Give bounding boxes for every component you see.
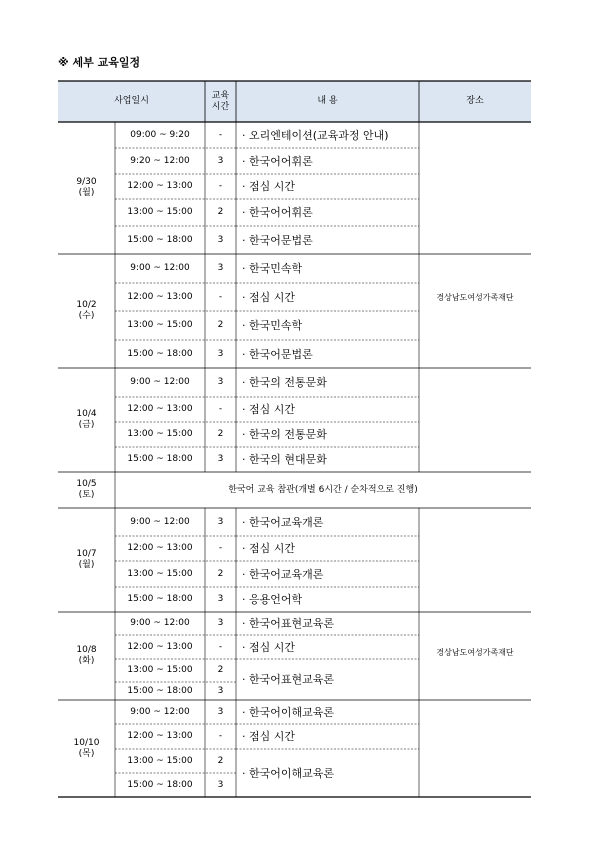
hours-cell: 3	[217, 263, 224, 273]
content-cell: · 한국민속학	[242, 319, 303, 332]
hours-cell: -	[218, 731, 223, 741]
hours-cell: 2	[217, 568, 224, 579]
time-cell: 9:00 ~ 12:00	[130, 618, 190, 628]
day-date-cell: 10/7 (월)	[76, 549, 97, 570]
content-cell: · 한국어어휘론	[242, 206, 313, 219]
hours-cell: 3	[217, 618, 224, 628]
content-cell: · 점심 시간	[242, 542, 295, 555]
time-cell: 13:00 ~ 15:00	[127, 320, 193, 330]
content-cell: · 한국어문법론	[242, 347, 313, 361]
day-date-cell: 10/4 (금)	[76, 409, 97, 430]
time-cell: 13:00 ~ 15:00	[127, 568, 193, 579]
content-cell: · 오리엔테이션(교육과정 안내)	[242, 128, 389, 142]
hours-cell: 3	[217, 454, 224, 464]
time-cell: 09:00 ~ 9:20	[130, 129, 190, 140]
time-cell: 15:00 ~ 18:00	[127, 348, 193, 359]
time-cell: 9:00 ~ 12:00	[130, 516, 190, 527]
day-date-cell: 10/2 (수)	[76, 300, 97, 321]
day-banner-cell: 한국어 교육 참관(개별 6시간 / 순차적으로 진행)	[228, 484, 418, 495]
hours-cell: -	[218, 543, 223, 553]
place-cell: 경상남도여성가족재단	[436, 648, 514, 657]
hours-cell: -	[218, 291, 223, 302]
hours-cell: -	[218, 641, 223, 652]
hours-cell: 3	[217, 706, 224, 717]
content-cell: · 한국어교육개론	[242, 567, 324, 581]
content-cell: · 한국민속학	[242, 262, 303, 275]
time-cell: 13:00 ~ 15:00	[127, 755, 193, 766]
time-cell: 9:00 ~ 12:00	[130, 263, 190, 273]
time-cell: 13:00 ~ 15:00	[127, 207, 193, 217]
content-cell: · 한국어이해교육론	[242, 705, 335, 719]
content-cell: · 점심 시간	[242, 403, 295, 416]
time-cell: 15:00 ~ 18:00	[127, 594, 193, 604]
content-cell: · 점심 시간	[242, 180, 295, 193]
hours-cell: 2	[217, 207, 224, 217]
hours-cell: 3	[217, 155, 224, 166]
hours-cell: 3	[217, 377, 224, 387]
time-cell: 12:00 ~ 13:00	[127, 641, 193, 652]
hours-cell: 3	[217, 685, 224, 696]
time-cell: 12:00 ~ 13:00	[127, 731, 193, 741]
day-date-cell: 10/5 (토)	[76, 479, 97, 500]
hours-cell: 2	[217, 320, 224, 330]
hours-cell: 3	[217, 779, 224, 790]
content-cell: · 점심 시간	[242, 290, 295, 304]
header-date: 사업일시	[114, 96, 149, 106]
day-date-cell: 9/30 (월)	[76, 177, 97, 198]
content-cell: · 한국어표현교육론	[242, 617, 335, 630]
hours-cell: 3	[217, 516, 224, 527]
hours-cell: -	[218, 404, 223, 414]
day-date-cell: 10/8 (화)	[76, 645, 97, 666]
time-cell: 15:00 ~ 18:00	[127, 685, 193, 696]
hours-cell: -	[218, 181, 223, 191]
content-cell: · 한국어교육개론	[242, 515, 324, 529]
time-cell: 9:00 ~ 12:00	[130, 377, 190, 387]
hours-cell: 2	[217, 429, 224, 439]
content-cell: · 한국어어휘론	[242, 154, 313, 168]
header-content: 내 용	[317, 96, 338, 106]
time-cell: 12:00 ~ 13:00	[127, 543, 193, 553]
content-cell: · 한국어표현교육론	[242, 673, 335, 686]
content-cell: · 한국어이해교육론	[242, 766, 335, 780]
time-cell: 9:00 ~ 12:00	[130, 706, 190, 717]
content-cell: · 응용언어학	[242, 593, 303, 606]
time-cell: 15:00 ~ 18:00	[127, 779, 193, 790]
page-title: ※ 세부 교육일정	[58, 56, 141, 69]
hours-cell: 2	[217, 665, 224, 675]
time-cell: 9:20 ~ 12:00	[130, 155, 190, 166]
hours-cell: 3	[217, 348, 224, 359]
content-cell: · 점심 시간	[242, 730, 295, 743]
time-cell: 12:00 ~ 13:00	[127, 404, 193, 414]
header-hours: 교육 시간	[211, 90, 230, 112]
hours-cell: -	[218, 129, 223, 140]
time-cell: 13:00 ~ 15:00	[127, 429, 193, 439]
hours-cell: 3	[217, 594, 224, 604]
content-cell: · 한국의 현대문화	[242, 453, 327, 466]
time-cell: 15:00 ~ 18:00	[127, 234, 193, 245]
time-cell: 13:00 ~ 15:00	[127, 665, 193, 675]
time-cell: 12:00 ~ 13:00	[127, 291, 193, 302]
content-cell: · 한국의 전통문화	[242, 428, 327, 441]
content-cell: · 한국어문법론	[242, 233, 313, 247]
hours-cell: 3	[217, 234, 224, 245]
header-place: 장소	[466, 96, 484, 106]
hours-cell: 2	[217, 755, 224, 766]
content-cell: · 한국의 전통문화	[242, 376, 327, 389]
place-cell: 경상남도여성가족재단	[436, 292, 514, 302]
time-cell: 15:00 ~ 18:00	[127, 454, 193, 464]
time-cell: 12:00 ~ 13:00	[127, 181, 193, 191]
day-date-cell: 10/10 (목)	[73, 737, 100, 759]
content-cell: · 점심 시간	[242, 640, 295, 654]
